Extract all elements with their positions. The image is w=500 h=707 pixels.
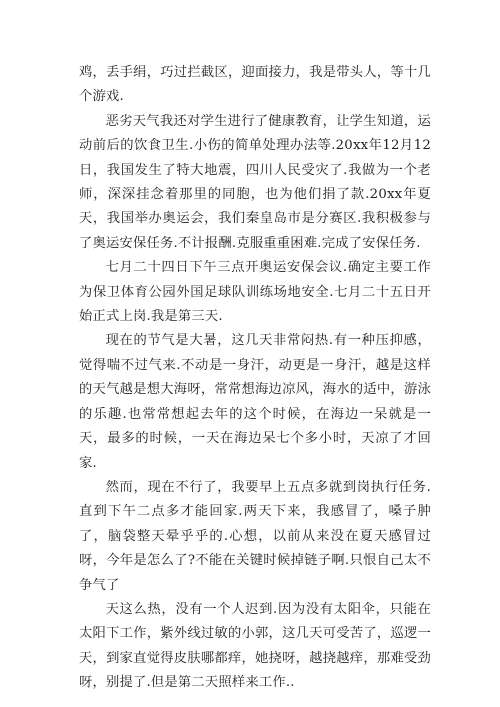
paragraph-health-education: 恶劣天气我还对学生进行了健康教育，让学生知道，运动前后的饮食卫生.小伤的简单处理办法等.20xx年12月12日，我国发生了特大地震，四川人民受灾了.我做为一个老师，深深挂念着那里的同胞，也为他们捐了款.20xx年夏天，我国举办奥运会，我们秦皇岛市是分赛区.我积极参与了奥运安保任务.不计报酬.克服重重困难.完成了安保任务. bbox=[79, 113, 431, 251]
document-body bbox=[79, 61, 431, 696]
paragraph-duty-schedule: 然而，现在不行了，我要早上五点多就到岗执行任务.直到下午二点多才能回家.两天下来，我感冒了，嗓子肿了，脑袋整天晕乎乎的.心想，以前从来没在夏天感冒过呀，今年是怎么了?不能在关键时候掉链子啊.只恨自己太不争气了 bbox=[79, 479, 431, 593]
paragraph-summer-heat: 现在的节气是大暑，这几天非常闷热.有一种压抑感，觉得喘不过气来.不动是一身汗，动更是一身汗，越是这样的天气越是想大海呀，常常想海边凉风，海水的适中，游泳的乐趣.也常常想起去年的这个时候，在海边一呆就是一天，最多的时候，一天在海边呆七个多小时，天凉了才回家. bbox=[79, 333, 431, 471]
paragraph-hot-weather-work: 天这么热，没有一个人迟到.因为没有太阳伞，只能在太阳下工作，紫外线过敏的小郭，这几天可受苦了，巡逻一天，到家直觉得皮肤哪都痒，她挠呀，越挠越痒，那难受劲呀，别提了.但是第二天照样来工作.. bbox=[79, 601, 431, 691]
paragraph-security-meeting: 七月二十四日下午三点开奥运安保会议.确定主要工作为保卫体育公园外国足球队训练场地安全.七月二十五日开始正式上岗.我是第三天. bbox=[79, 260, 431, 325]
paragraph-continued: 鸡，丢手绢，巧过拦截区，迎面接力，我是带头人，等十几个游戏. bbox=[79, 65, 431, 105]
